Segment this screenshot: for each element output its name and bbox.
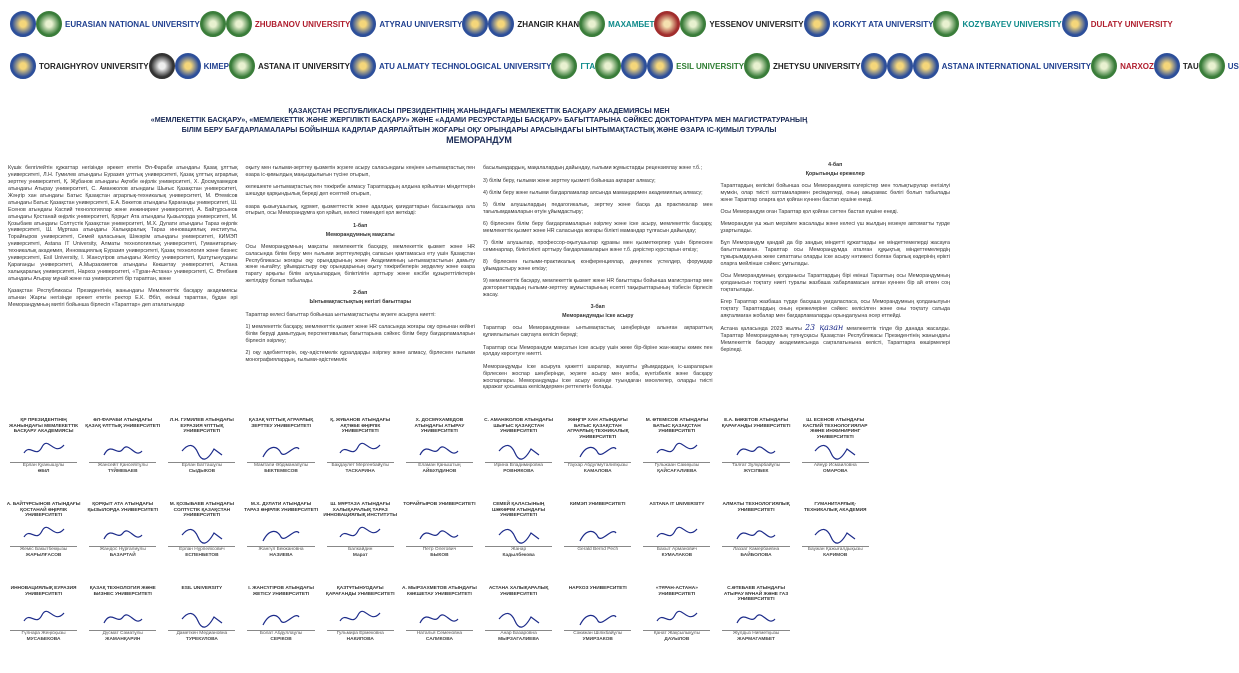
- kozybayev-logo-wordmark: KOZYBAYEV UNIVERSITY: [962, 19, 1062, 29]
- article-number: 4-бап: [828, 162, 843, 168]
- signature-mark: [323, 606, 398, 630]
- zhangir-khan-logo-emblem-icon: [488, 11, 514, 37]
- article-heading: Ынтымақтастықтың негізгі бағыттары: [309, 299, 411, 306]
- paragraph: 8) бірлескен ғылыми-практикалық конференциялар, дөңгелек үстелдер, форумдар ұйымдастыру және өткізу;: [483, 259, 713, 273]
- kimep-logo: [175, 53, 229, 79]
- article-heading: Меморандумның мақсаты: [325, 231, 395, 238]
- text-column-2: [246, 160, 476, 398]
- seal-3: [462, 11, 488, 37]
- signatory-name: Жеміс Бакытбекқызы: [19, 547, 68, 552]
- paragraph: Егер Тараптар жазбаша түрде басқаша уағдаласпаса, осы Меморандумның қолданылуын тоқтату Тараптардың оның ережелеріне сәйкес келісілген және оны тоқтату сатыда аяқталмаған жобалар мен бағдарламаларды орындалуына әсер етпейді.: [720, 299, 950, 320]
- signatory: [243, 418, 318, 502]
- signatory-name: Қанат Жақсылықұлы: [653, 631, 701, 636]
- date-suffix: мемлекеттік тілде бір данада жасалды. Тараптар Меморандумның түпнұсқасы Қазақстан Республикасы Президентінің жанындағы Мемлекеттік басқару академиясында сақталатынына келісті, Тараптарға көшірмелері беріледі.: [720, 326, 950, 354]
- signature-mark: [718, 522, 793, 546]
- signatory-name: Бахыт Арманович: [656, 547, 697, 552]
- signatory-surname: КУМАЛАКОВ: [661, 552, 693, 558]
- signatory: [85, 586, 160, 670]
- astana-it-logo: [229, 53, 350, 79]
- tau-logo-emblem-icon: [1154, 53, 1180, 79]
- title-memorandum: МЕМОРАНДУМ: [446, 135, 512, 146]
- signatory-organization: Х. ДОСМҰХАМЕДОВ АТЫНДАҒЫ АТЫРАУ УНИВЕРСИТЕТІ: [414, 418, 465, 435]
- zhetysu-logo-wordmark: ZHETYSU UNIVERSITY: [773, 61, 861, 71]
- signatory-surname: ЕСПЕНБЕТОВ: [185, 552, 219, 558]
- memorandum-title: [100, 106, 858, 146]
- signature-mark: [639, 606, 714, 630]
- tau-logo-wordmark: TAU: [1182, 61, 1199, 71]
- paragraph: келешекте ынтымақтастық пен тәжірибе алмасу Тараптардың алдына қойылған міндеттерін шешуде қарқындылық береді деп есептей отырып,: [245, 184, 475, 198]
- seal-7-emblem-icon: [621, 53, 647, 79]
- signature-row: [6, 418, 952, 502]
- seal-1-emblem-icon: [10, 11, 36, 37]
- signatory-name: Жангүл Бекжановна: [258, 547, 304, 552]
- signatory-name: Гульжаан Сакиқызы: [654, 463, 700, 468]
- esil-logo-wordmark: ESIL UNIVERSITY: [676, 61, 745, 71]
- signatory: [560, 502, 635, 586]
- signatory-organization: ҚАЗАҚ ТЕХНОЛОГИЯ ЖӘНЕ БИЗНЕС УНИВЕРСИТЕТІ: [89, 586, 156, 597]
- text-column-4: [721, 160, 951, 398]
- toraighyrov-logo: [10, 53, 149, 79]
- tau-logo: [1154, 53, 1199, 79]
- signatory-name: Сәкижан Шілікбайұлы: [573, 631, 623, 636]
- esil-logo: [647, 53, 744, 79]
- article-number: 1-бап: [353, 222, 368, 229]
- paragraph: Қазақстан Республикасы Президентінің жанындағы Мемлекеттік басқару академиясы атынан Жарғы негізінде әрекет ететін ректор Е.К. Әбіл, екінші тараптан, бұдан әрі Меморандумның митігі бойынша бірлесіп «Тараптар» деп аталатындар: [8, 288, 238, 308]
- signature-mark: [402, 606, 477, 630]
- signatory: [6, 586, 81, 670]
- signatory-organization: ТОРАЙҒЫРОВ УНИВЕРСИТЕТІ: [403, 502, 476, 507]
- signatory-name: Дүсмат Сəматұлы: [102, 631, 143, 636]
- signatory-name: Балкайдин: [348, 547, 373, 552]
- article-heading: Қорытынды ережелер: [805, 170, 865, 177]
- signatory-surname: ЖҮСІПБЕК: [743, 468, 769, 474]
- astana-it-logo-emblem-icon: [229, 53, 255, 79]
- us-logo: [1199, 53, 1239, 79]
- signatory-organization: Қ. ЖҰБАНОВ АТЫНДАҒЫ АҚТӨБЕ ӨҢІРЛІК УНИВЕРСИТЕТІ: [330, 418, 391, 435]
- signatory-surname: ОМАРОВА: [822, 468, 848, 474]
- seal-1: [10, 11, 36, 37]
- signatory-surname: НАКИПОВА: [346, 636, 374, 642]
- signatory: [164, 502, 239, 586]
- signatory: [243, 586, 318, 670]
- signatory-name: Айнұр Исмаиловна: [813, 463, 857, 468]
- signatory: [639, 502, 714, 586]
- article-number: 3-бап: [590, 304, 605, 311]
- zhubanov-logo-emblem-icon: [226, 11, 252, 37]
- signatory-organization: Л.Н. ГУМИЛЕВ АТЫНДАҒЫ ЕУРАЗИЯ ҰЛТТЫҚ УНИВЕРСИТЕТІ: [169, 418, 234, 435]
- astana-international-logo-wordmark: ASTANA INTERNATIONAL UNIVERSITY: [941, 61, 1092, 71]
- signatory: [402, 586, 477, 670]
- signatory-surname: ЖАРМАГАМБЕТ: [737, 636, 775, 642]
- signatory-surname: ҚАЙСАҒАЛИЕВА: [657, 468, 697, 474]
- signatory: [402, 502, 477, 586]
- signatory: [560, 586, 635, 670]
- signatory-surname: ЖАРЫЛҒАСОВ: [25, 552, 62, 558]
- eurasian-national-university-logo-emblem-icon: [36, 11, 62, 37]
- zhangir-khan-logo: [488, 11, 579, 37]
- paragraph: 3) білім беру, ғылыми және зерттеу қызметі бойынша ақпарат алмасу;: [483, 177, 656, 184]
- paragraph: 2) оқу әдебиеттерін, оқу-әдістемелік құралдарды әзірлеу және алмасу, бірлескен ғылыми монографиялардың, ғылыми-әдістемелік: [245, 349, 475, 363]
- date-paragraph: [721, 325, 951, 354]
- signature-mark: [323, 522, 398, 546]
- signature-mark: [6, 438, 81, 462]
- signatory: [798, 418, 873, 502]
- paragraph: басылымдардың, мақалалардың дайындау, ғылыми жұмыстарды рецензиялау және т.б.;: [483, 165, 703, 172]
- signature-mark: [718, 606, 793, 630]
- paragraph: Күшік белгілейтін құжаттар негізінде әрекет ететін Әл-Фараби атындағы Қазақ ұлттық университеті, Л.Н. Гумилев атындағы Еуразия ұлттық университеті, Қазақ ұлттық аграрлық зерттеу университеті, Қ. Жұбанов атындағы Ақтөбе өңірлік университеті, Х. Досмұхамедов атындағы Атырау университеті, С. Аманжолов атындағы Шығыс Қазақстан университеті, Жәңгір хан атындағы Батыс Қазақстан аграрлық-техникалық университеті, М. Өтемісов атындағы Батыс Қазақстан университеті, Е.А. Бөкетов атындағы Қарағанды университеті, Ш. Есенов атындағы Каспий технологиялар және инжиниринг университеті, А. Байтұрсынов атындағы Қостанай өңірлік университеті, Қорқыт Ата атындағы Қызылорда университеті, М. Қозыбаев атындағы Солтүстік Қазақстан университеті, М.Х. Дулати атындағы Тараз өңірлік университеті, Ш. Мұртаза атындағы Халықаралық Тараз инновациялық институты, Торайғыров университеті, Семей қаласының Шәкәрім атындағы университеті, КИМЭП университеті, Astana IT University, Алматы технологиялық университеті, Гуманитарлық-техникалық академия, Инновациялық Еуразия университеті, Қазақ технология және бизнес университеті, Esil University, І. Жансүгіров атындағы Жетісу университеті, Қазтұтынуодағы Қарағанды университеті, А.Мырзахметов атындағы Көкшетау университеті, Астана халықаралық университеті, Нархоз университеті, «Тұран-Астана» университеті, С. Өтебаев атындағы Атырау мұнай және газ университеті бір тараптан, және: [8, 165, 238, 282]
- signatory-name: Бақдаулет Мергенбайұлы: [331, 463, 389, 468]
- narxoz-logo: [1091, 53, 1154, 79]
- kimep-logo-emblem-icon: [175, 53, 201, 79]
- signatory: [323, 502, 398, 586]
- signatory: [164, 418, 239, 502]
- zhetysu-logo-emblem-icon: [744, 53, 770, 79]
- signatory-organization: «ТҰРАН-АСТАНА» УНИВЕРСИТЕТІ: [655, 586, 698, 597]
- eurasian-national-university-logo-wordmark: EURASIAN NATIONAL UNIVERSITY: [65, 19, 200, 29]
- paragraph: 1) мемлекеттік басқару, мемлекеттік қызмет және HR саласында жоғары оқу орнынан кейінгі білім беруді дамытудың перспективалық бағыттарына сәйкес білім беру бағдарламаларын бірлесіп әзірлеу;: [245, 323, 475, 344]
- gta-logo: [551, 53, 595, 79]
- signatory-organization: ҚР ПРЕЗИДЕНТІНІҢ ЖАНЫНДАҒЫ МЕМЛЕКЕТТІК БАСҚАРУ АКАДЕМИЯСЫ: [9, 418, 79, 435]
- signatory: [481, 586, 556, 670]
- narxoz-logo-emblem-icon: [1091, 53, 1117, 79]
- signatory-name: Гүлнара Жеңісқызы: [21, 631, 66, 636]
- signatory: [877, 502, 952, 586]
- signature-mark: [560, 606, 635, 630]
- signatory: [323, 586, 398, 670]
- dulaty-logo-wordmark: DULATY UNIVERSITY: [1090, 19, 1173, 29]
- paragraph: оқыту мен ғылыми-зерттеу қызметін жүзеге асыру саласындағы кеңінен ынтымақтастық пен өзара іс-қимылдың маңыздылығын түсіне отырып,: [245, 165, 475, 179]
- paragraph: Меморандум үш жыл мерзімге жасалады және келесі үш жылдың кезеңге автоматты түрде ұзартылады.: [720, 221, 950, 235]
- signature-mark: [718, 438, 793, 462]
- kozybayev-logo: [933, 11, 1061, 37]
- partner-logos: [0, 0, 1239, 90]
- zhubanov-logo: [226, 11, 351, 37]
- signatory: [718, 418, 793, 502]
- makhambet-logo-wordmark: МАХАМБЕТ: [608, 19, 655, 29]
- seal-8: [861, 53, 887, 79]
- signatory-surname: ТУРЕКУЛОВА: [185, 636, 218, 642]
- signature-mark: [85, 438, 160, 462]
- signature-mark: [243, 438, 318, 462]
- signatory-name: Gerald Bernd Pech: [577, 547, 619, 552]
- signatory-surname: АЙБУЛДИНОВ: [422, 468, 457, 474]
- title-line-1: ҚАЗАҚСТАН РЕСПУБЛИКАСЫ ПРЕЗИДЕНТІНІҢ ЖАНЫНДАҒЫ МЕМЛЕКЕТТІК БАСҚАРУ АКАДЕМИЯСЫ МЕН: [288, 106, 670, 115]
- seal-4: [654, 11, 680, 37]
- signature-mark: [164, 438, 239, 462]
- zhangir-khan-logo-wordmark: ZHANGIR KHAN: [517, 19, 580, 29]
- toraighyrov-logo-emblem-icon: [10, 53, 36, 79]
- signatory-organization: ESIL UNIVERSITY: [181, 586, 223, 591]
- signatory: [877, 586, 952, 670]
- us-logo-emblem-icon: [1199, 53, 1225, 79]
- signature-mark: [164, 522, 239, 546]
- memorandum-body: [8, 160, 950, 398]
- seal-7: [621, 53, 647, 79]
- title-line-2: «МЕМЛЕКЕТТІК БАСҚАРУ», «МЕМЛЕКЕТТІК ЖӘНЕ ЖЕРГІЛІКТІ БАСҚАРУ» ЖӘНЕ «АДАМИ РЕСУРСТАРДЫ БАСҚАРУ» БАҒЫТТАРЫНА СӘЙКЕС ДОКТОРАНТУРА МЕН МАГИСТРАТУРАНЫҢ: [150, 115, 808, 125]
- signatory: [243, 502, 318, 586]
- zhubanov-logo-wordmark: ZHUBANOV UNIVERSITY: [254, 19, 351, 29]
- signatory-organization: Ш. ЕСЕНОВ АТЫНДАҒЫ КАСПИЙ ТЕХНОЛОГИЯЛАР ЖӘНЕ ИНЖИНИРИНГ УНИВЕРСИТЕТІ: [802, 418, 868, 440]
- signatory-organization: ГУМАНИТАРЛЫҚ-ТЕХНИКАЛЫҚ АКАДЕМИЯ: [803, 502, 867, 513]
- title-line-3: БІЛІМ БЕРУ БАҒДАРЛАМАЛАРЫ БОЙЫНША КАДРЛАР ДАЯРЛАЙТЫН ЖОҒАРЫ ОҚУ ОРЫНДАРЫ АРАСЫНДАҒЫ ЫНТЫМАҚТАСТЫҚ ЖӘНЕ ӨЗАРА ІС-ҚИМЫЛ ТУРАЛЫ: [181, 124, 777, 134]
- dulaty-logo: [1062, 11, 1173, 37]
- logo-row-bottom: [0, 48, 1239, 84]
- paragraph: Осы Меморандум оған Тараптар қол қойған сәттен бастап күшіне енеді.: [720, 209, 899, 216]
- paragraph: Меморандумды іске асыруға қажетті шаралар, жауапты ұйымдардың іс-шараларын бірлескен жоспар шеңберінде, жүзеге асыру мен жоба, күнтізбелік және басқару жоспарлары. Меморандумды іске асыру кезінде туындаған мәселелер, оларды тиісті қаражат қосымша келісімдермен реттелетін болады.: [483, 363, 713, 391]
- signature-mark: [243, 606, 318, 630]
- text-column-1: [8, 160, 238, 398]
- atu-logo-emblem-icon: [350, 53, 376, 79]
- narxoz-logo-wordmark: NARXOZ: [1120, 61, 1154, 71]
- signatory-name: Петр Олегович: [422, 547, 457, 552]
- signatory-surname: БАЗАРТАЙ: [109, 552, 136, 558]
- signatory-organization: М. ҚОЗЫБАЕВ АТЫНДАҒЫ СОЛТҮСТІК ҚАЗАҚСТАН УНИВЕРСИТЕТІ: [169, 502, 235, 519]
- signatory-name: Жансейіт Қансейітұлы: [97, 463, 148, 468]
- signatory-organization: ӘЛ-ФАРАБИ АТЫНДАҒЫ ҚАЗАҚ ҰЛТТЫҚ УНИВЕРСИТЕТІ: [85, 418, 161, 429]
- signatory-surname: ДАУЫЛОВ: [664, 636, 690, 642]
- korkyt-ata-logo: [804, 11, 934, 37]
- signatory-name: Еламан Қаныштың: [418, 463, 461, 468]
- signatory-name: Жұлдыз Ниғметқызы: [732, 631, 780, 636]
- signatory-organization: М. ӨТЕМІСОВ АТЫНДАҒЫ БАТЫС ҚАЗАҚСТАН УНИВЕРСИТЕТІ: [645, 418, 709, 435]
- date-prefix: Астана қаласында 2023 жылғы: [720, 326, 802, 333]
- signature-mark: [560, 438, 635, 462]
- signatory: [639, 418, 714, 502]
- signature-mark: [481, 438, 556, 462]
- signature-mark: [85, 606, 160, 630]
- seal-9: [887, 53, 913, 79]
- signatory: [402, 418, 477, 502]
- signatory-name: Анар Базаровна: [500, 631, 537, 636]
- signatory: [798, 502, 873, 586]
- astana-it-logo-wordmark: ASTANA IT UNIVERSITY: [258, 61, 351, 71]
- signature-mark: [639, 438, 714, 462]
- atyrau-university-logo-wordmark: ATYRAU UNIVERSITY: [379, 19, 463, 29]
- signature-mark: [323, 438, 398, 462]
- signature-mark: [164, 606, 239, 630]
- signatory-organization: СЕМЕЙ ҚАЛАСЫНЫҢ ШӘКӘРІМ АТЫНДАҒЫ УНИВЕРСИТЕТІ: [491, 502, 546, 519]
- signatory: [877, 418, 952, 502]
- signatory-surname: Кадылбекова: [502, 552, 535, 558]
- signatory: [798, 586, 873, 670]
- signature-mark: [402, 522, 477, 546]
- signatory-organization: С. АМАНЖОЛОВ АТЫНДАҒЫ ШЫҒЫС ҚАЗАҚСТАН УНИВЕРСИТЕТІ: [484, 418, 554, 435]
- dulaty-logo-emblem-icon: [1062, 11, 1088, 37]
- signature-mark: [6, 522, 81, 546]
- signatory-name: Гульмира Ермековна: [336, 631, 384, 636]
- signatory-surname: УМИРЗАКОВ: [582, 636, 613, 642]
- signatory-surname: ЖАМАНҚАРИН: [105, 636, 141, 642]
- signatory-organization: Е.А. БӨКЕТОВ АТЫНДАҒЫ ҚАРАҒАНДЫ УНИВЕРСИТЕТІ: [721, 418, 791, 429]
- seal-3-emblem-icon: [462, 11, 488, 37]
- signatory-organization: А. МЫРЗАХМЕТОВ АТЫНДАҒЫ КӨКШЕТАУ УНИВЕРСИТЕТІ: [402, 586, 477, 597]
- paragraph: 5) білім алушылардың педагогикалық, зерттеу және басқа да практикалар мен тағылымдамаларын өтуін ұйымдастыру;: [483, 201, 713, 215]
- seal-6: [595, 53, 621, 79]
- article-number: 2-бап: [353, 290, 368, 297]
- signatory: [6, 418, 81, 502]
- signatory-surname: Марат: [352, 552, 368, 558]
- signatory-surname: ӘБІЛ: [37, 468, 50, 474]
- gta-logo-emblem-icon: [551, 53, 577, 79]
- paragraph: Бұл Меморандум қандай да бір заңдық міндетті құжаттарды не міндеттемелерді жасауға бағытталмаған. Тараптар осы Меморандумда аталған құқықтық міндеттемелердің тұжырымдауына жеке сипаттағы оларды іске асыру нәтижесі болған барлық өздерінің ерікті оларға мейлінше сәйкес ұмтылады.: [720, 240, 950, 268]
- yessenov-logo-emblem-icon: [680, 11, 706, 37]
- signature-mark: [481, 522, 556, 546]
- paragraph: Тараптардың келісімі бойынша осы Меморандумға өзгерістер мен толықтырулар енгізілуі мүмкін, олар тиісті хаттамалармен ресімделеді, оның ажырамас бөлігі болып табылады және Тараптар оларға қол қойған күннен бастап күшіне енеді.: [720, 183, 950, 203]
- astana-international-logo-emblem-icon: [913, 53, 939, 79]
- signatory-name: Ерлан Нұрпейісович: [179, 547, 225, 552]
- signatory: [560, 418, 635, 502]
- signatory: [481, 502, 556, 586]
- logo-row-top: [0, 6, 1173, 42]
- signatory-surname: ТАСКАРИНА: [345, 468, 375, 474]
- signatory-surname: СЕРІКОВ: [270, 636, 292, 642]
- signature-mark: [243, 522, 318, 546]
- atyrau-university-logo-emblem-icon: [350, 11, 376, 37]
- signatory-name: Ерлан Батташұлы: [181, 463, 223, 468]
- signatory-surname: САЛИКОВА: [425, 636, 453, 642]
- seal-5: [149, 53, 175, 79]
- signatory-surname: БЫКОВ: [430, 552, 449, 558]
- makhambet-logo-emblem-icon: [579, 11, 605, 37]
- signature-row: [6, 502, 952, 586]
- signatory-name: Лаззат Камербаевна: [733, 547, 780, 552]
- paragraph: Осы Меморандумның мақсаты мемлекеттік басқару, мемлекеттік қызмет және HR саласында білім беру мен ғылыми зерттеулердің сапасын қамтамасыз ету үшін Қазақстан Республикасы жоғары оқу орындарының және Академияның ынтымақтастығын дамыту және нығайту; ұйымдастыру оқу орындарының оқыту тәжірибелерін зерделеу және өзара тарату арқылы білім алушылардың біліктілігін арттыру және кәсіби құзыреттіліктерін жетілдіру болып табылады.: [245, 243, 475, 285]
- signature-mark: [639, 522, 714, 546]
- eurasian-national-university-logo: [36, 11, 200, 37]
- korkyt-ata-logo-wordmark: KORKYT ATA UNIVERSITY: [832, 19, 934, 29]
- signatory: [323, 418, 398, 502]
- signatory-organization: Ш. МҰРТАЗА АТЫНДАҒЫ ХАЛЫҚАРАЛЫҚ ТАРАЗ ИННОВАЦИЯЛЫҚ ИНСТИТУТЫ: [323, 502, 398, 519]
- signatory-organization: ҚОРҚЫТ АТА АТЫНДАҒЫ ҚЫЗЫЛОРДА УНИВЕРСИТЕТІ: [87, 502, 158, 513]
- paragraph: Тараптар келесі бағыттар бойынша ынтымақтастықты жүзеге асыруға ниетті:: [245, 311, 436, 318]
- seal-4-emblem-icon: [654, 11, 680, 37]
- signatory-surname: БЕКТЕМЕСОВ: [264, 468, 298, 474]
- kimep-logo-wordmark: KIMEP: [203, 61, 229, 71]
- seal-2: [200, 11, 226, 37]
- signatory-organization: ИННОВАЦИЯЛЫҚ ЕУРАЗИЯ УНИВЕРСИТЕТІ: [10, 586, 77, 597]
- paragraph: 6) бірлескен білім беру бағдарламаларын әзірлеу және іске асыру, мемлекеттік басқару, мемлекеттік қызмет және HR саласында жоғары білікті мамандар тұлғасын дайындау;: [483, 221, 713, 234]
- signatory-organization: А. БАЙТҰРСЫНОВ АТЫНДАҒЫ ҚОСТАНАЙ ӨҢІРЛІК УНИВЕРСИТЕТІ: [6, 502, 81, 519]
- signatory-surname: БАЙБОЛОВА: [740, 552, 772, 558]
- signatory-surname: РОВНЯКОВА: [503, 468, 534, 474]
- signature-mark: [85, 522, 160, 546]
- signatory-name: Болат Абдуллаұлы: [259, 631, 303, 636]
- text-column-3: [483, 160, 713, 398]
- signatory-organization: С.ӨТЕБАЕВ АТЫНДАҒЫ АТЫРАУ МҰНАЙ ЖӘНЕ ГАЗ УНИВЕРСИТЕТІ: [723, 586, 789, 603]
- seal-9-emblem-icon: [887, 53, 913, 79]
- seal-2-emblem-icon: [200, 11, 226, 37]
- signatory: [164, 586, 239, 670]
- atyrau-university-logo: [350, 11, 462, 37]
- signatory-name: Талғат Зұлқарбайұлы: [731, 463, 781, 468]
- toraighyrov-logo-wordmark: TORAIGHYROV UNIVERSITY: [39, 61, 149, 71]
- signature-mark: [481, 606, 556, 630]
- gta-logo-wordmark: ГТА: [580, 61, 596, 71]
- signatory-name: Даметкен Медиановна: [176, 631, 228, 636]
- signatory-surname: КАРИМОВ: [823, 552, 848, 558]
- signatory-organization: НАРХОЗ УНИВЕРСИТЕТІ: [568, 586, 627, 591]
- signature-mark: [6, 606, 81, 630]
- us-logo-wordmark: US: [1227, 61, 1239, 71]
- signatory-name: Мамтали Әбдіманапұлы: [253, 463, 309, 468]
- paragraph: 4) білім беру және ғылыми бағдарламалар аясында мамандармен академиялық алмасу;: [483, 189, 703, 196]
- paragraph: 9) мемлекеттік басқару, мемлекеттік қызмет және HR бағыттары бойынша магистрантар мен докторанттардың ғылыми-зерттеу жұмыстарының есепті тақырыптарының тізбесін бірлесіп жасау.: [483, 278, 713, 299]
- signatory-name: Баужан Қажығалдықызы: [807, 547, 863, 552]
- signatory: [481, 418, 556, 502]
- signatory-name: Жанар: [511, 547, 527, 552]
- signatory-organization: КИМЭП УНИВЕРСИТЕТІ: [569, 502, 626, 507]
- signatory-surname: КАМАЛОВА: [583, 468, 612, 474]
- signatory-organization: ҚАЗАҚ ҰЛТТЫҚ АГРАРЛЫҚ ЗЕРТТЕУ УНИВЕРСИТЕТІ: [248, 418, 314, 429]
- paragraph: 7) білім алушылар, профессор-оқытушылар құрамы мен қызметкерлер үшін бірлескен семинарлар, біліктілікті арттыру бағдарламаларын және т.б. дәрістер курстарын өткізу;: [483, 240, 713, 254]
- yessenov-logo: [680, 11, 803, 37]
- signature-block: [6, 418, 952, 670]
- signatory: [85, 418, 160, 502]
- makhambet-logo: [579, 11, 654, 37]
- handwritten-date: 23 қазан: [804, 323, 844, 333]
- astana-international-logo: [913, 53, 1091, 79]
- signature-row: [6, 586, 952, 670]
- signatory: [639, 586, 714, 670]
- paragraph: Тараптар осы Меморандумнан ынтымақтастық шеңберінде алынған ақпараттың құпиялылығын сақтауға келісіп береді;: [483, 325, 713, 339]
- signatory-name: Ерлан Қуанышұлы: [22, 463, 65, 468]
- atu-logo: [350, 53, 551, 79]
- esil-logo-emblem-icon: [647, 53, 673, 79]
- signatory-organization: ЖӘҢГІР ХАН АТЫНДАҒЫ БАТЫС ҚАЗАҚСТАН АГРАРЛЫҚ-ТЕХНИКАЛЫҚ УНИВЕРСИТЕТІ: [566, 418, 629, 440]
- signature-mark: [402, 438, 477, 462]
- signatory-name: Ирина Владимировна: [494, 463, 543, 468]
- signature-mark: [560, 522, 635, 546]
- signature-mark: [798, 438, 873, 462]
- paragraph: өзара қызығушылық, құрмет, қызметтестік және адалдық қағидаттарын басшылыққа ала отырып, осы Меморандумға қол қойып, келесі төмендегі қол жеткізді:: [245, 203, 475, 217]
- signatory-organization: АСТАНА ХАЛЫҚАРАЛЫҚ УНИВЕРСИТЕТІ: [488, 586, 549, 597]
- seal-6-emblem-icon: [595, 53, 621, 79]
- signature-mark: [798, 522, 873, 546]
- signatory-organization: І. ЖАНСҮГІРОВ АТЫНДАҒЫ ЖЕТІСУ УНИВЕРСИТЕТІ: [248, 586, 314, 597]
- signatory-organization: ASTANA IT UNIVERSITY: [649, 502, 705, 507]
- signatory-organization: М.Х. ДУЛАТИ АТЫНДАҒЫ ТАРАЗ ӨҢІРЛІК УНИВЕРСИТЕТІ: [244, 502, 319, 513]
- signatory-surname: СЫДЫКОВ: [188, 468, 216, 474]
- kozybayev-logo-emblem-icon: [933, 11, 959, 37]
- seal-8-emblem-icon: [861, 53, 887, 79]
- signatory: [718, 586, 793, 670]
- signatory-organization: ҚАЗТҰТЫНУОДАҒЫ ҚАРАҒАНДЫ УНИВЕРСИТЕТІ: [325, 586, 395, 597]
- signatory-surname: НАЗИЕВА: [269, 552, 293, 558]
- korkyt-ata-logo-emblem-icon: [804, 11, 830, 37]
- signatory-surname: ТҮЙМЕБАЕВ: [107, 468, 138, 474]
- yessenov-logo-wordmark: YESSENOV UNIVERSITY: [709, 19, 804, 29]
- signatory: [718, 502, 793, 586]
- signatory: [6, 502, 81, 586]
- atu-logo-wordmark: ATU ALMATY TECHNOLOGICAL UNIVERSITY: [379, 61, 552, 71]
- article-heading: Меморандумды іске асыру: [562, 313, 634, 320]
- paragraph: Тараптар осы Меморандум мақсатын іске асыру үшін жеке бір-бірінe жан-жақты көмек пен қолдау көрсетуге ниетті.: [483, 344, 713, 358]
- signatory-name: Жандос Нұрғалиұлы: [99, 547, 146, 552]
- zhetysu-logo: [744, 53, 861, 79]
- signatory-surname: МУСАБЕКОВА: [26, 636, 61, 642]
- signatory: [85, 502, 160, 586]
- signatory-name: Гаухар Абдулмуталипқызы: [567, 463, 628, 468]
- signatory-name: Наталья Семеновна: [416, 631, 463, 636]
- signatory-surname: МЫРЗАГАЛИЕВА: [498, 636, 540, 642]
- signatory-organization: АЛМАТЫ ТЕХНОЛОГИЯЛЫҚ УНИВЕРСИТЕТІ: [722, 502, 790, 513]
- paragraph: Осы Меморандумның қолданысы Тараптардың бірі екінші Тараптың осы Меморандумның қолданысын тоқтату ниеті туралы жазбаша хабарламасын алған күннен бір ай өткен соң тоқтатылады.: [720, 273, 950, 294]
- seal-5-emblem-icon: [149, 53, 175, 79]
